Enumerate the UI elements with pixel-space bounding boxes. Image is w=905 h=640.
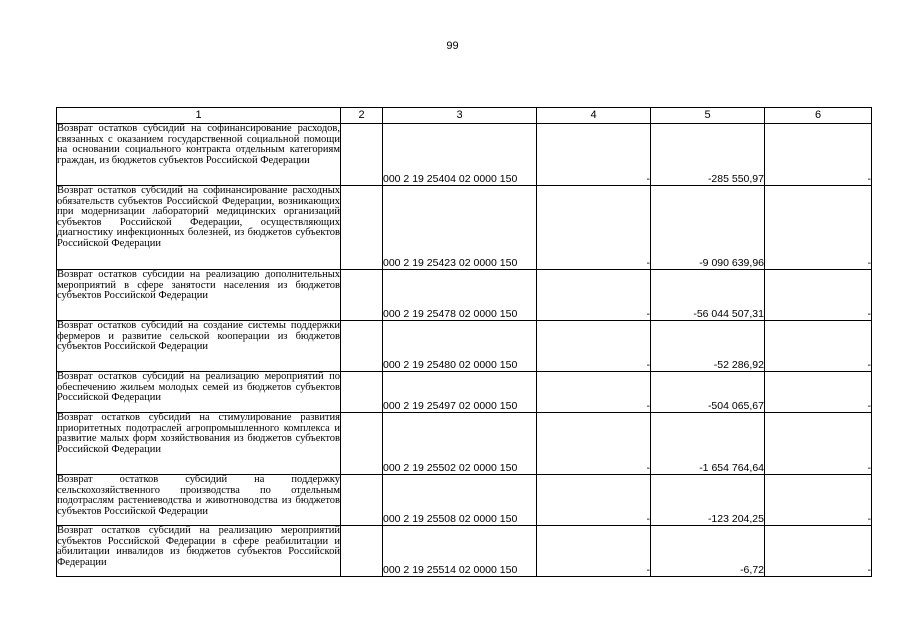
table-row — [57, 372, 872, 413]
row-col4: - — [537, 372, 651, 413]
row-amount: -285 550,97 — [651, 124, 765, 186]
row-col4: - — [537, 526, 651, 577]
row-col6: - — [765, 270, 872, 321]
table-row — [57, 526, 872, 577]
header-col-2: 2 — [341, 108, 383, 124]
row-col4: - — [537, 124, 651, 186]
row-col6: - — [765, 321, 872, 372]
row-code: 000 2 19 25404 02 0000 150 — [383, 124, 537, 186]
row-col6: - — [765, 186, 872, 270]
row-code: 000 2 19 25514 02 0000 150 — [383, 526, 537, 577]
row-col4: - — [537, 413, 651, 475]
row-amount: -123 204,25 — [651, 475, 765, 526]
row-col4: - — [537, 270, 651, 321]
row-name: Возврат остатков субсидий на создание системы поддержки фермеров и развитие сельской кооперации из бюджетов субъектов Российской Федерации — [57, 321, 341, 372]
table-row — [57, 321, 872, 372]
table-row — [57, 413, 872, 475]
table-row — [57, 186, 872, 270]
row-name: Возврат остатков субсидий на стимулирование развития приоритетных подотраслей агропромышленного комплекса и развитие малых форм хозяйствования из бюджетов субъектов Российской Федерации — [57, 413, 341, 475]
row-col2 — [341, 526, 383, 577]
row-name: Возврат остатков субсидии на реализацию дополнительных мероприятий в сфере занятости населения из бюджетов субъектов Российской Федерации — [57, 270, 341, 321]
row-amount: -52 286,92 — [651, 321, 765, 372]
row-name: Возврат остатков субсидий на реализацию мероприятий по обеспечению жильем молодых семей из бюджетов субъектов Российской Федерации — [57, 372, 341, 413]
row-amount: -9 090 639,96 — [651, 186, 765, 270]
row-code: 000 2 19 25497 02 0000 150 — [383, 372, 537, 413]
row-col2 — [341, 124, 383, 186]
page-number: 99 — [446, 40, 459, 52]
header-col-4: 4 — [537, 108, 651, 124]
row-name: Возврат остатков субсидий на софинансирование расходных обязательств субъектов Российской Федерации, возникающих при модернизации лабораторий медицинских организаций субъектов Российской Федерации, осуществляющих диагностику инфекционных болезней, из бюджетов субъектов Российской Федерации — [57, 186, 341, 270]
header-col-1: 1 — [57, 108, 341, 124]
row-code: 000 2 19 25423 02 0000 150 — [383, 186, 537, 270]
row-name: Возврат остатков субсидий на реализацию мероприятий субъектов Российской Федерации в сфере реабилитации и абилитации инвалидов из бюджетов субъектов Российской Федерации — [57, 526, 341, 577]
row-code: 000 2 19 25508 02 0000 150 — [383, 475, 537, 526]
table-row — [57, 270, 872, 321]
row-code: 000 2 19 25478 02 0000 150 — [383, 270, 537, 321]
row-amount: -6,72 — [651, 526, 765, 577]
table-body — [57, 124, 872, 577]
header-row — [57, 108, 872, 124]
row-col2 — [341, 186, 383, 270]
row-col6: - — [765, 413, 872, 475]
row-name: Возврат остатков субсидий на поддержку сельскохозяйственного производства по отдельным подотраслям растениеводства и животноводства из бюджетов субъектов Российской Федерации — [57, 475, 341, 526]
row-col6: - — [765, 124, 872, 186]
header-col-6: 6 — [765, 108, 872, 124]
row-col6: - — [765, 372, 872, 413]
row-amount: -1 654 764,64 — [651, 413, 765, 475]
header-col-5: 5 — [651, 108, 765, 124]
row-col2 — [341, 372, 383, 413]
row-name: Возврат остатков субсидий на софинансирование расходов, связанных с оказанием государственной социальной помощи на основании социального контракта отдельным категориям граждан, из бюджетов субъектов Российской Федерации — [57, 124, 341, 186]
row-col6: - — [765, 475, 872, 526]
row-col2 — [341, 475, 383, 526]
row-col4: - — [537, 475, 651, 526]
row-col6: - — [765, 526, 872, 577]
row-col4: - — [537, 321, 651, 372]
row-code: 000 2 19 25502 02 0000 150 — [383, 413, 537, 475]
header-col-3: 3 — [383, 108, 537, 124]
row-col2 — [341, 270, 383, 321]
row-col2 — [341, 413, 383, 475]
row-col4: - — [537, 186, 651, 270]
table-row — [57, 475, 872, 526]
budget-table — [56, 107, 872, 577]
row-amount: -504 065,67 — [651, 372, 765, 413]
table-header — [57, 108, 872, 124]
row-col2 — [341, 321, 383, 372]
row-amount: -56 044 507,31 — [651, 270, 765, 321]
table-row — [57, 124, 872, 186]
row-code: 000 2 19 25480 02 0000 150 — [383, 321, 537, 372]
